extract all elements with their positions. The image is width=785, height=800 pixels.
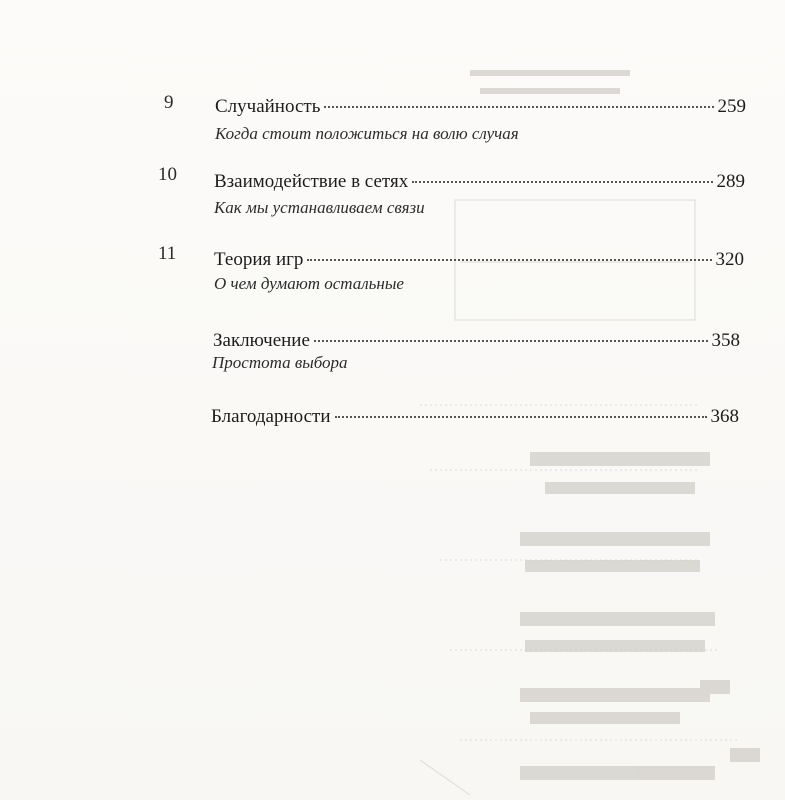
chapter-title: Благодарности bbox=[211, 406, 331, 427]
toc-entry-line bbox=[211, 406, 739, 428]
toc-entry-line bbox=[215, 96, 746, 118]
chapter-title: Взаимодействие в сетях bbox=[214, 171, 409, 192]
chapter-number: 11 bbox=[158, 243, 177, 264]
chapter-subtitle: Когда стоит положиться на волю случая bbox=[215, 124, 519, 143]
dot-leader bbox=[314, 340, 708, 342]
page-number: 259 bbox=[717, 96, 746, 117]
page-number: 368 bbox=[710, 406, 739, 427]
page-number: 289 bbox=[716, 171, 745, 192]
chapter-subtitle: Простота выбора bbox=[212, 353, 348, 372]
dot-leader bbox=[335, 416, 707, 418]
chapter-number: 9 bbox=[164, 92, 174, 113]
page-number: 358 bbox=[711, 330, 740, 351]
page-number: 320 bbox=[715, 249, 744, 270]
chapter-title: Случайность bbox=[215, 96, 321, 117]
chapter-subtitle: О чем думают остальные bbox=[214, 274, 404, 293]
chapter-title: Заключение bbox=[213, 330, 310, 351]
toc-entry-line bbox=[214, 249, 744, 271]
chapter-title: Теория игр bbox=[214, 249, 304, 270]
chapter-subtitle: Как мы устанавливаем связи bbox=[214, 198, 425, 217]
dot-leader bbox=[307, 259, 711, 261]
dot-leader bbox=[324, 106, 713, 108]
toc-entry-line bbox=[214, 171, 745, 193]
chapter-number: 10 bbox=[158, 164, 177, 185]
toc-entry-line bbox=[213, 330, 740, 352]
dot-leader bbox=[412, 181, 712, 183]
